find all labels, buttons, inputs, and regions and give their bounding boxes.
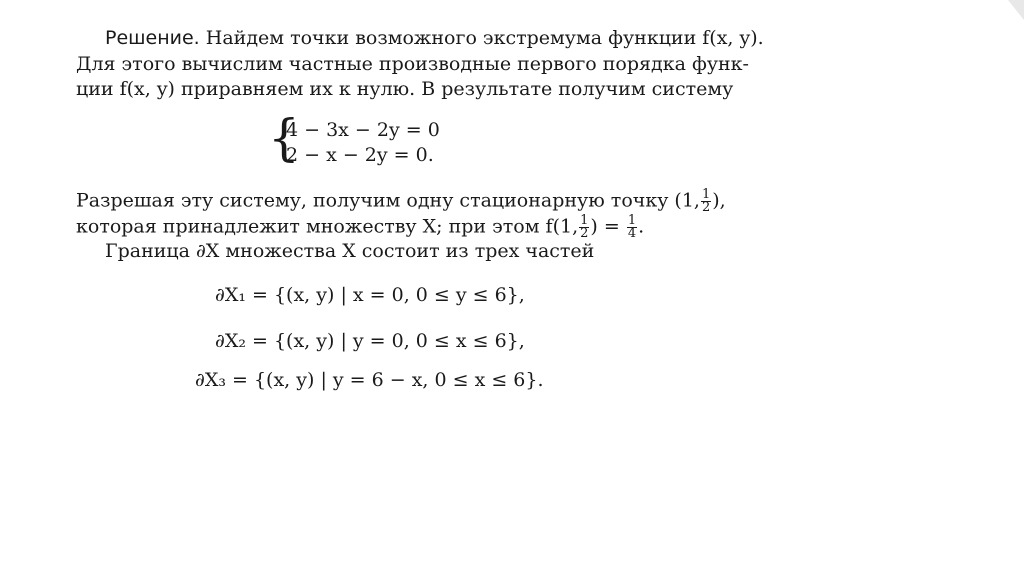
function-value-end: . xyxy=(638,215,645,238)
function-value-equals: ) = xyxy=(590,215,620,238)
boundary-part-1: ∂X₁ = {(x, y) | x = 0, 0 ≤ y ≤ 6}, xyxy=(215,284,525,306)
text-line-5 xyxy=(76,215,644,240)
fraction-one-quarter: $\frac{1}{4}$ xyxy=(627,213,637,241)
solution-label: Решение. xyxy=(105,27,200,49)
text-line-6: Граница ∂X множества X состоит из трех частей xyxy=(105,240,595,262)
fraction-one-half: $\frac{1}{2}$ xyxy=(701,187,711,215)
text-line-4 xyxy=(76,189,726,214)
solution-intro-text: Найдем точки возможного экстремума функции f(x, y). xyxy=(205,27,764,49)
stationary-point-text: Разрешая эту систему, получим одну стационарную точку (1, xyxy=(76,189,700,212)
boundary-part-3: ∂X₃ = {(x, y) | y = 6 − x, 0 ≤ x ≤ 6}. xyxy=(195,369,544,391)
system-brace: { xyxy=(268,109,300,167)
page-corner-mark xyxy=(1008,0,1024,20)
solution-line-1 xyxy=(105,27,764,49)
text-line-3: ции f(x, y) приравняем их к нулю. В результате получим систему xyxy=(76,78,734,100)
system-equation-2: 2 − x − 2y = 0. xyxy=(286,144,434,166)
text-line-2: Для этого вычислим частные производные первого порядка функ- xyxy=(76,53,749,75)
function-value-text: которая принадлежит множеству X; при этом f(1, xyxy=(76,215,579,238)
boundary-part-2: ∂X₂ = {(x, y) | y = 0, 0 ≤ x ≤ 6}, xyxy=(215,330,525,352)
stationary-point-close: ), xyxy=(712,189,726,212)
system-equation-1: 4 − 3x − 2y = 0 xyxy=(286,119,440,141)
fraction-one-half-2: $\frac{1}{2}$ xyxy=(580,213,589,241)
